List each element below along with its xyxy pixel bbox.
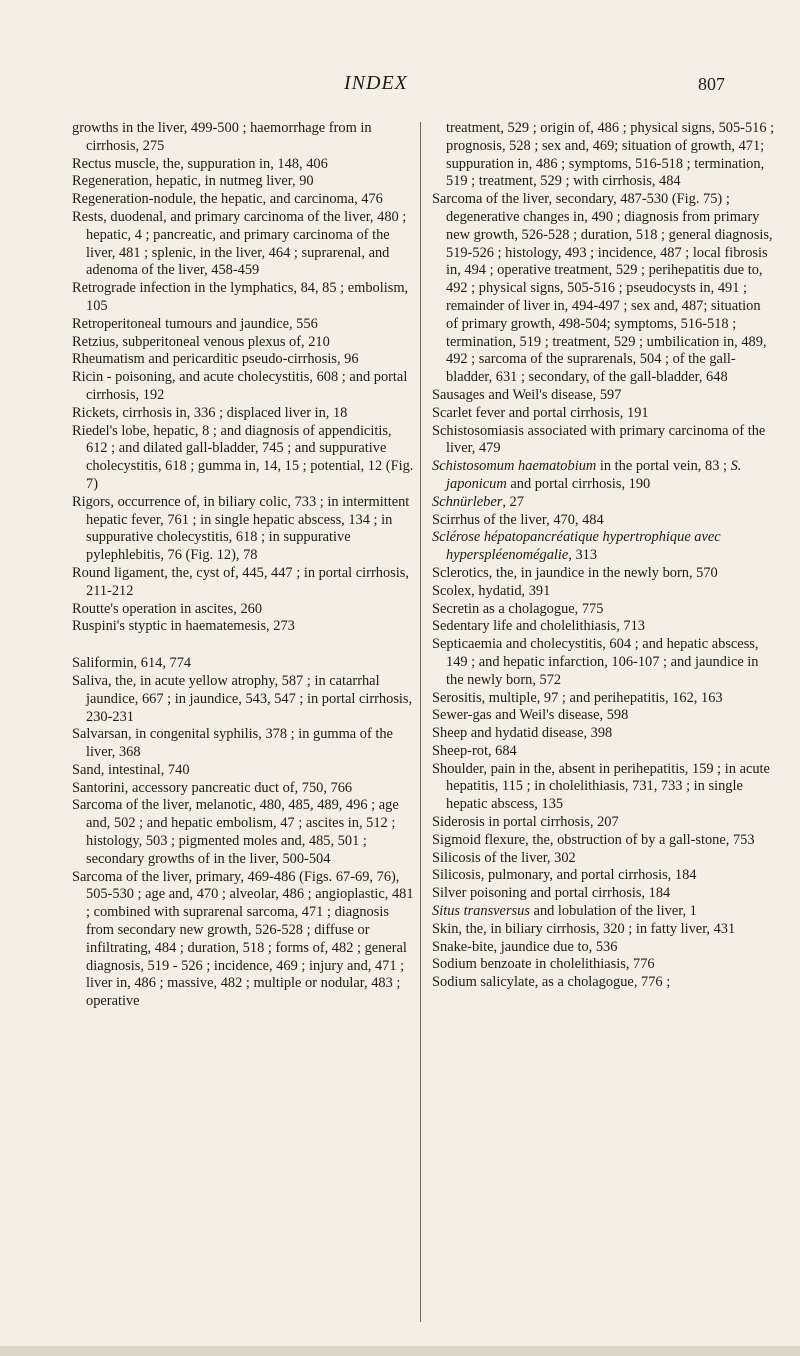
index-entry: Saliva, the, in acute yellow atrophy, 587 ; in catarrhal jaundice, 667 ; in jaundice, 543, 547 ; in portal cirrhosis, 230-231 xyxy=(72,672,413,725)
index-entry: Siderosis in portal cirrhosis, 207 xyxy=(432,814,619,831)
index-entry: Salvarsan, in congenital syphilis, 378 ; in gumma of the liver, 368 xyxy=(72,726,393,761)
index-entry: Secretin as a cholagogue, 775 xyxy=(432,600,604,617)
index-entry: Santorini, accessory pancreatic duct of, 750, 766 xyxy=(72,779,353,796)
index-entry: Sheep and hydatid disease, 398 xyxy=(432,725,613,742)
index-entry: Rigors, occurrence of, in biliary colic, 733 ; in intermittent hepatic fever, 761 ; in single hepatic abscess, 134 ; in suppurative cholecystitis, 618 ; in suppurative pylephlebitis, 76 (Fig. 12), 78 xyxy=(72,493,410,564)
index-entry: Regeneration, hepatic, in nutmeg liver, 90 xyxy=(72,173,314,190)
index-entry: Routte's operation in ascites, 260 xyxy=(72,600,263,617)
index-entry: Sigmoid flexure, the, obstruction of by a gall-stone, 753 xyxy=(432,831,755,848)
continued-entry: treatment, 529 ; origin of, 486 ; physical signs, 505-516 ; prognosis, 528 ; sex and, 469; situation of growth, 471; suppuration in, 486 ; symptoms, 516-518 ; termination, 519 ; treatment, 529 ; with cirrhosis, 484 xyxy=(446,120,775,190)
page-number: 807 xyxy=(698,74,725,94)
left-column xyxy=(72,120,416,1011)
index-entry: Sclérose hépatopancréatique hypertrophique avec hyperspléenomégalie, 313 xyxy=(432,529,721,564)
index-entry: Round ligament, the, cyst of, 445, 447 ; in portal cirrhosis, 211-212 xyxy=(72,564,409,599)
index-entry: growths in the liver, 499-500 ; haemorrhage from in cirrhosis, 275 xyxy=(72,120,372,154)
index-entry: Sodium salicylate, as a cholagogue, 776 ; xyxy=(432,974,671,991)
index-entry: Rectus muscle, the, suppuration in, 148, 406 xyxy=(72,155,328,172)
column-divider xyxy=(420,122,421,1322)
index-entry: Skin, the, in biliary cirrhosis, 320 ; in fatty liver, 431 xyxy=(432,920,736,937)
index-entry: Rests, duodenal, and primary carcinoma of the liver, 480 ; hepatic, 4 ; pancreatic, and primary carcinoma of the liver, 481 ; splenic, in the liver, 464 ; suprarenal, and adenoma of the liver, 458-459 xyxy=(72,208,407,279)
index-entry: Shoulder, pain in the, absent in perihepatitis, 159 ; in acute hepatitis, 115 ; in cholelithiasis, 731, 733 ; in single hepatic abscess, 135 xyxy=(432,760,770,813)
index-entry: Sheep-rot, 684 xyxy=(432,742,517,759)
index-entry: Scolex, hydatid, 391 xyxy=(432,582,551,599)
index-entry: Retroperitoneal tumours and jaundice, 556 xyxy=(72,315,318,332)
index-entry: Snake-bite, jaundice due to, 536 xyxy=(432,938,618,955)
page-header xyxy=(0,70,800,106)
index-entry: Situs transversus and lobulation of the liver, 1 xyxy=(432,903,697,920)
index-entry: Sewer-gas and Weil's disease, 598 xyxy=(432,707,629,724)
index-entry: Rickets, cirrhosis in, 336 ; displaced liver in, 18 xyxy=(72,404,348,421)
index-entry: Sarcoma of the liver, melanotic, 480, 485, 489, 496 ; age and, 502 ; and hepatic embolism, 47 ; ascites in, 512 ; histology, 503 ; pigmented moles and, 485, 501 ; secondary growths of in the liver, 500-504 xyxy=(72,797,399,867)
index-entry: Retzius, subperitoneal venous plexus of, 210 xyxy=(72,333,330,350)
index-entry: Scarlet fever and portal cirrhosis, 191 xyxy=(432,404,649,421)
index-entry: Sarcoma of the liver, primary, 469-486 (Figs. 67-69, 76), 505-530 ; age and, 470 ; alveolar, 486 ; angioplastic, 481 ; combined with suprarenal sarcoma, 471 ; diagnosis from secondary new growth, 526-528 ; diffuse or infiltrating, 484 ; duration, 518 ; forms of, 482 ; general diagnosis, 519 - 526 ; incidence, 469 ; injury and, 471 ; liver in, 486 ; massive, 482 ; multiple or nodular, 483 ; operative xyxy=(72,868,414,1010)
index-entry: Serositis, multiple, 97 ; and perihepatitis, 162, 163 xyxy=(432,689,723,706)
index-entry: Schistosomum haematobium in the portal vein, 83 ; S. japonicum and portal cirrhosis, 190 xyxy=(432,458,742,492)
index-entry: Scirrhus of the liver, 470, 484 xyxy=(432,511,604,528)
letter-gap xyxy=(72,636,416,655)
index-entry: Sodium benzoate in cholelithiasis, 776 xyxy=(432,956,655,973)
index-entry: Sarcoma of the liver, secondary, 487-530 (Fig. 75) ; degenerative changes in, 490 ; diagnosis from primary new growth, 526-528 ; duration, 518 ; general diagnosis, 519-526 ; histology, 493 ; incidence, 487 ; local fibrosis in, 494 ; operative treatment, 529 ; perihepatitis due to, 492 ; physical signs, 505-516 ; pseudocysts in, 491 ; remainder of liver in, 494-497 ; sex and, 487; situation of primary growth, 498-504; symptoms, 516-518 ; termination, 519 ; treatment, 529 ; umbilication in, 489, 492 ; sarcoma of the suprarenals, 504 ; of the gall-bladder, 631 ; secondary, of the gall-bladder, 648 xyxy=(432,191,773,386)
index-entry: Sedentary life and cholelithiasis, 713 xyxy=(432,618,646,635)
index-entry: Sand, intestinal, 740 xyxy=(72,761,190,778)
index-entry: Septicaemia and cholecystitis, 604 ; and hepatic abscess, 149 ; and hepatic infarction, 106-107 ; and jaundice in the newly born, 572 xyxy=(432,636,759,688)
index-entry: Saliformin, 614, 774 xyxy=(72,655,192,672)
running-head: INDEX xyxy=(344,72,408,94)
index-entry: Schnürleber, 27 xyxy=(432,493,524,510)
index-entry: Sclerotics, the, in jaundice in the newly born, 570 xyxy=(432,564,718,581)
index-entry: Silver poisoning and portal cirrhosis, 184 xyxy=(432,885,671,902)
right-column xyxy=(432,120,776,992)
index-entry: Ruspini's styptic in haematemesis, 273 xyxy=(72,618,295,635)
index-entry: Silicosis, pulmonary, and portal cirrhosis, 184 xyxy=(432,867,697,884)
index-entry: Schistosomiasis associated with primary carcinoma of the liver, 479 xyxy=(432,422,766,457)
index-entry: Rheumatism and pericarditic pseudo-cirrhosis, 96 xyxy=(72,351,359,368)
index-entry: Riedel's lobe, hepatic, 8 ; and diagnosis of appendicitis, 612 ; and dilated gall-bladder, 745 ; and suppurative cholecystitis, 618 ; gumma in, 14, 15 ; potential, 12 (Fig. 7) xyxy=(72,422,414,492)
index-entry: Retrograde infection in the lymphatics, 84, 85 ; embolism, 105 xyxy=(72,280,409,314)
index-entry: Sausages and Weil's disease, 597 xyxy=(432,386,622,403)
index-entry: Regeneration-nodule, the hepatic, and carcinoma, 476 xyxy=(72,191,383,208)
page-edge xyxy=(0,1346,800,1356)
index-entry: Ricin - poisoning, and acute cholecystitis, 608 ; and portal cirrhosis, 192 xyxy=(72,369,408,403)
index-entry: Silicosis of the liver, 302 xyxy=(432,849,576,866)
